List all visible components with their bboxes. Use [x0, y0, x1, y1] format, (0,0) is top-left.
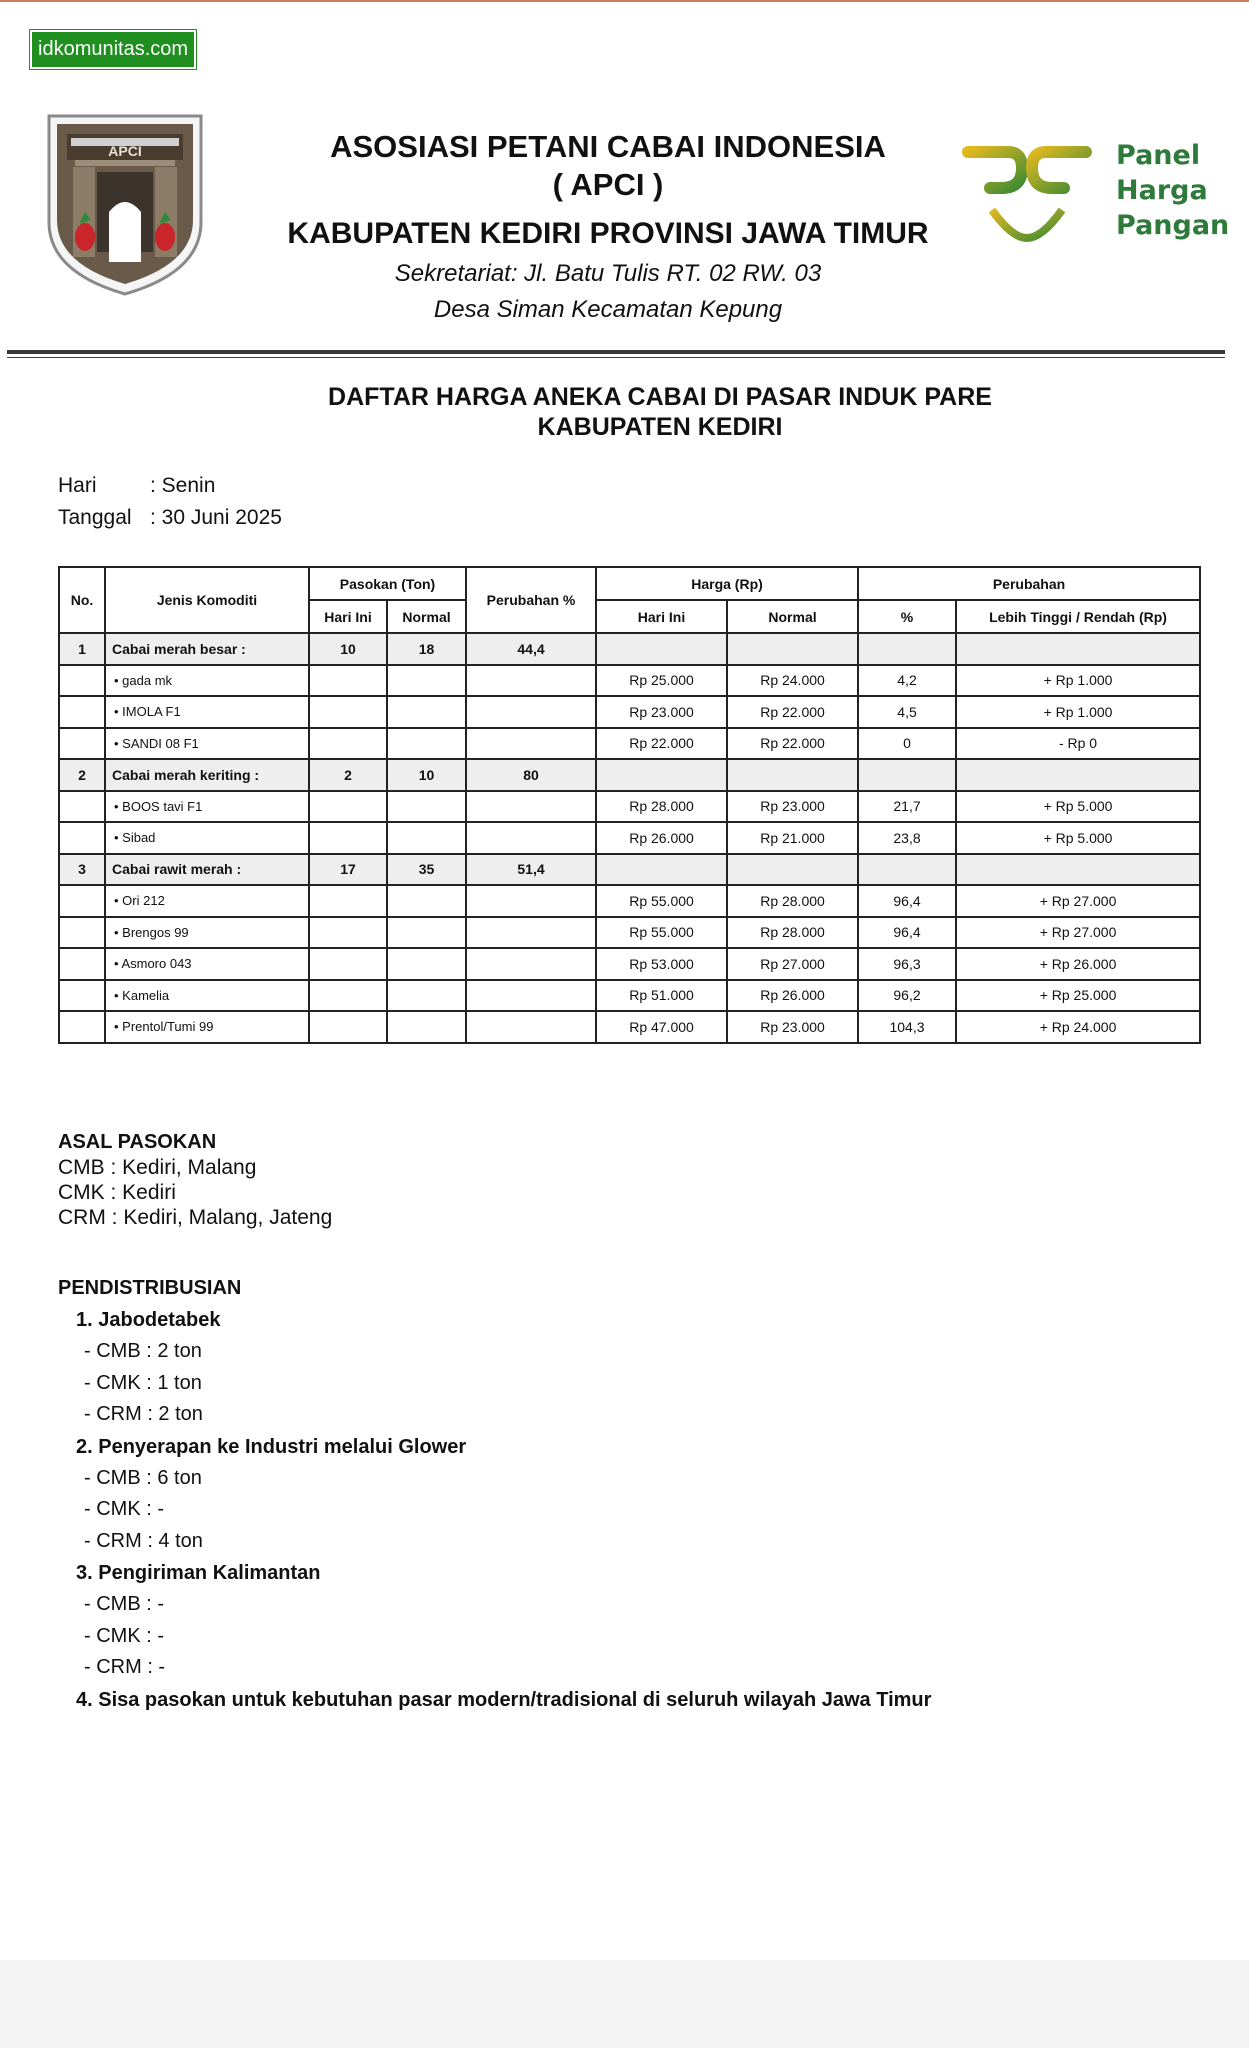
col-change: Perubahan	[858, 567, 1200, 600]
distribution-section	[58, 1272, 931, 1716]
distribution-item: 2. Penyerapan ke Industri melalui Glower	[76, 1435, 467, 1458]
day-value: : Senin	[150, 474, 216, 497]
panel-harga-pangan-logo	[962, 138, 1092, 248]
supply-origin-line: CRM : Kediri, Malang, Jateng	[58, 1206, 333, 1229]
top-border	[0, 0, 1249, 2]
secretariat-line-2: Desa Siman Kecamatan Kepung	[433, 296, 783, 323]
supply-origin-section	[58, 1130, 332, 1230]
supply-origin-line: CMB : Kediri, Malang	[58, 1156, 257, 1179]
distribution-subitem: - CMB : 6 ton	[84, 1466, 202, 1489]
distribution-subitem: - CMB : 2 ton	[84, 1340, 202, 1362]
table-group-row: 3 Cabai rawit merah : 17 35 51,4	[59, 854, 1200, 886]
table-group-row: 2 Cabai merah keriting : 2 10 80	[59, 759, 1200, 791]
table-row: • Prentol/Tumi 99 Rp 47.000 Rp 23.000 104,3 + Rp 24.000	[59, 1011, 1200, 1043]
col-supply: Pasokan (Ton)	[309, 567, 466, 600]
col-change-percent: %	[858, 600, 956, 633]
panel-line-2: Harga	[1116, 175, 1208, 206]
footer-band	[0, 1960, 1249, 2048]
secretariat-line-1: Sekretariat: Jl. Batu Tulis RT. 02 RW. 03	[394, 260, 822, 287]
panel-harga-pangan-wordmark	[1116, 138, 1246, 243]
panel-line-3: Pangan	[1116, 210, 1230, 241]
distribution-subitem: - CRM : -	[84, 1656, 166, 1678]
supply-origin-title: ASAL PASOKAN	[58, 1131, 217, 1153]
table-group-row: 1 Cabai merah besar : 10 18 44,4	[59, 633, 1200, 665]
crest-text: APCI	[108, 143, 142, 159]
report-meta	[58, 470, 282, 534]
col-price-today: Hari Ini	[596, 600, 727, 633]
col-price-normal: Normal	[727, 600, 858, 633]
distribution-subitem: - CRM : 2 ton	[84, 1403, 203, 1425]
distribution-item: 4. Sisa pasokan untuk kebutuhan pasar modern/tradisional di seluruh wilayah Jawa Timur	[76, 1688, 932, 1711]
distribution-item: 3. Pengiriman Kalimantan	[76, 1562, 321, 1584]
distribution-title: PENDISTRIBUSIAN	[58, 1277, 242, 1299]
col-supply-change-pct: Perubahan %	[466, 567, 596, 633]
apci-crest-logo	[45, 112, 205, 297]
col-supply-today: Hari Ini	[309, 600, 387, 633]
table-row: • IMOLA F1 Rp 23.000 Rp 22.000 4,5 + Rp 1.000	[59, 696, 1200, 728]
supply-origin-line: CMK : Kediri	[58, 1181, 176, 1204]
distribution-subitem: - CMK : 1 ton	[84, 1371, 202, 1394]
watermark-badge: idkomunitas.com	[30, 30, 196, 69]
day-label: Hari	[58, 474, 97, 497]
date-value: : 30 Juni 2025	[150, 506, 282, 529]
table-row: • SANDI 08 F1 Rp 22.000 Rp 22.000 0 - Rp 0	[59, 728, 1200, 760]
document-title-line-2: KABUPATEN KEDIRI	[537, 413, 783, 441]
table-row: • Brengos 99 Rp 55.000 Rp 28.000 96,4 + Rp 27.000	[59, 917, 1200, 949]
table-row: • BOOS tavi F1 Rp 28.000 Rp 23.000 21,7 + Rp 5.000	[59, 791, 1200, 823]
table-row: • gada mk Rp 25.000 Rp 24.000 4,2 + Rp 1.000	[59, 665, 1200, 697]
document-title	[230, 382, 1090, 442]
col-change-diff: Lebih Tinggi / Rendah (Rp)	[956, 600, 1200, 633]
org-title: ASOSIASI PETANI CABAI INDONESIA	[330, 129, 886, 164]
price-table	[58, 566, 1201, 1044]
distribution-subitem: - CMB : -	[84, 1593, 164, 1615]
col-no: No.	[59, 567, 105, 633]
date-label: Tanggal	[58, 506, 132, 529]
org-region: KABUPATEN KEDIRI PROVINSI JAWA TIMUR	[287, 217, 929, 250]
distribution-subitem: - CRM : 4 ton	[84, 1529, 203, 1552]
org-abbreviation: ( APCI )	[552, 167, 664, 202]
panel-line-1: Panel	[1116, 140, 1201, 171]
col-price: Harga (Rp)	[596, 567, 858, 600]
table-row: • Sibad Rp 26.000 Rp 21.000 23,8 + Rp 5.000	[59, 822, 1200, 854]
table-row: • Ori 212 Rp 55.000 Rp 28.000 96,4 + Rp 27.000	[59, 885, 1200, 917]
distribution-subitem: - CMK : -	[84, 1624, 164, 1647]
table-row: • Kamelia Rp 51.000 Rp 26.000 96,2 + Rp 25.000	[59, 980, 1200, 1012]
distribution-item: 1. Jabodetabek	[76, 1309, 221, 1331]
table-row: • Asmoro 043 Rp 53.000 Rp 27.000 96,3 + Rp 26.000	[59, 948, 1200, 980]
col-commodity: Jenis Komoditi	[105, 567, 309, 633]
header-divider-thick	[7, 350, 1225, 354]
header-divider-thin	[7, 357, 1225, 358]
col-supply-normal: Normal	[387, 600, 466, 633]
distribution-subitem: - CMK : -	[84, 1498, 164, 1520]
document-title-line-1: DAFTAR HARGA ANEKA CABAI DI PASAR INDUK PARE	[328, 383, 992, 411]
letterhead	[240, 128, 976, 326]
